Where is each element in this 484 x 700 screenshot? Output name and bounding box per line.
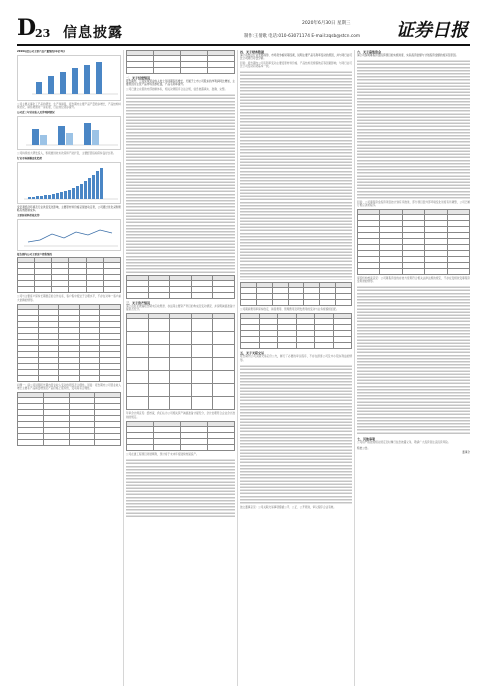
body-paragraph: 回复：报告期内公司毛利率变动主要受原材料价格、产品结构及规模效应等因素影响，与同行业可比公司变动趋势基本一致。 bbox=[240, 62, 352, 69]
large-table bbox=[126, 313, 235, 410]
chart-bar2-title: 公司近三年营业收入及净利润情况 bbox=[17, 111, 55, 115]
lower-table bbox=[126, 421, 235, 451]
bar bbox=[84, 65, 90, 94]
body-paragraph: 公司与主要客户保持长期稳定的合作关系，客户集中度处于合理水平，不存在对单一客户重大依赖的情形。 bbox=[17, 295, 121, 302]
body-paragraph: 公司持续加大研发投入，积极推进技术改造和产能扩张，主要经营指标保持良好态势。 bbox=[17, 152, 116, 156]
section-title: 信息披露 bbox=[63, 25, 123, 41]
bar bbox=[36, 82, 42, 94]
line-chart bbox=[18, 220, 121, 250]
bar bbox=[32, 129, 39, 145]
bar bbox=[84, 123, 91, 145]
section-heading: 七、其他事项 bbox=[357, 437, 376, 442]
signature: 董事会 bbox=[462, 450, 470, 454]
text-block-filler bbox=[126, 93, 235, 273]
text-block-filler bbox=[357, 285, 470, 435]
body-paragraph: 公司已建立完善的内部控制体系，相关决策程序合法合规，信息披露真实、准确、完整。 bbox=[126, 88, 228, 92]
expense-table bbox=[240, 313, 352, 349]
column-2 bbox=[126, 50, 235, 686]
text-block-filler bbox=[240, 70, 352, 280]
bar bbox=[92, 130, 99, 145]
bottom-table bbox=[17, 392, 121, 446]
area-bars bbox=[28, 168, 103, 199]
section-heading: 六、关于募集资金 bbox=[357, 50, 382, 54]
bar-chart-2 bbox=[18, 117, 121, 149]
body-paragraph: 公司在建工程项目进展顺利，预计将于未来年度陆续转固投产。 bbox=[126, 452, 199, 456]
header-rule bbox=[17, 44, 470, 46]
customer-table bbox=[17, 257, 121, 293]
table-title: 报告期内公司主要客户销售情况 bbox=[17, 253, 53, 257]
price-line bbox=[28, 230, 112, 242]
body-paragraph: 年审会计师意见：经核查，我们认为公司相关资产减值准备计提充分，会计处理符合企业会计准则的规定。 bbox=[126, 412, 235, 419]
area-chart bbox=[18, 163, 121, 203]
bar-chart-2-panel bbox=[17, 116, 121, 150]
bar bbox=[40, 135, 47, 145]
line-chart-panel bbox=[17, 219, 121, 251]
body-paragraph: 公司主要从事化工产品的研发、生产和销售，报告期内主要产品产量稳步增长，产品结构持续优化，销售渠道进一步拓展，行业地位逐步提升。 bbox=[17, 103, 121, 110]
bar bbox=[66, 133, 73, 145]
chart-line-title: 主要原材料价格走势 bbox=[17, 214, 40, 218]
page-header bbox=[0, 0, 484, 46]
body-paragraph: 问题一：请公司说明报告期内营业收入变动的原因及合理性。回复：报告期内公司营业收入增长主要系产品销量增加及产品价格上涨所致，变动具有合理性。 bbox=[17, 383, 121, 390]
body-paragraph: 报告期内公司关联交易定价公允，履行了必要的审议程序，不存在损害公司及中小股东利益的情形。 bbox=[240, 355, 352, 362]
top-table bbox=[126, 50, 235, 74]
body-paragraph: 回复：公司募集资金投资项目按计划有序推进，部分项目因外部环境变化进度有所调整，公司已履行相应决策程序。 bbox=[357, 201, 470, 208]
column-3 bbox=[240, 50, 352, 686]
asset-table bbox=[126, 275, 235, 299]
section-letter: D bbox=[17, 15, 37, 41]
body-paragraph: 公司期间费用率保持稳定，销售费用、管理费用及研发费用的变动与业务规模相匹配。 bbox=[240, 308, 339, 312]
column-divider bbox=[354, 50, 355, 686]
chart-bar-title: 2019年度公司主要产品产量情况(单位:吨) bbox=[17, 50, 65, 53]
column-divider bbox=[237, 50, 238, 686]
body-paragraph: 报告期内，公司实现营业收入较上年同期有所增长，归属于上市公司股东的净利润同比增加，主要原因为主营产品市场需求旺盛，产品毛利率提升。 bbox=[126, 80, 235, 87]
area-chart-panel bbox=[17, 162, 121, 204]
body-paragraph: 保荐机构核查意见：公司募集资金的存放与使用符合相关法律法规的规定，不存在变相改变募集资金用途的情形。 bbox=[357, 277, 470, 284]
issue-date: 2020年6月30日 星期三 bbox=[302, 21, 351, 26]
section-heading: 五、关于关联交易 bbox=[240, 351, 265, 356]
body-paragraph: 请公司说明募集资金投资项目的实施进度、实际投资金额与计划投资金额的差异及原因。 bbox=[357, 54, 459, 57]
body-paragraph: 受宏观经济环境及行业供需变化影响，主要原材料价格呈现波动走势，公司通过优化采购策略有效控制成本。 bbox=[17, 206, 121, 213]
chart-area-title: 行业市场规模变化趋势 bbox=[17, 157, 43, 161]
bar bbox=[48, 76, 54, 94]
column-1 bbox=[17, 50, 121, 686]
text-block-filler bbox=[126, 458, 235, 518]
body-paragraph: 请公司结合行业发展趋势、市场竞争格局等因素，说明主要产品毛利率变动的原因，并与同行业可比公司进行对比分析。 bbox=[240, 54, 352, 61]
section-heading: 二、关于经营情况 bbox=[126, 76, 151, 80]
bar bbox=[60, 72, 66, 94]
fund-table bbox=[357, 209, 470, 275]
column-divider bbox=[123, 50, 124, 686]
finance-table bbox=[240, 282, 352, 306]
detail-table bbox=[17, 304, 121, 382]
section-heading: 四、关于财务数据 bbox=[240, 50, 265, 54]
text-block-filler bbox=[357, 59, 470, 199]
newspaper-logo: 证券日报 bbox=[396, 20, 468, 41]
body-paragraph: 独立董事意见：公司关联交易事项遵循公平、公正、公开原则，审议程序合法有效。 bbox=[240, 505, 336, 509]
bar-chart bbox=[18, 56, 121, 100]
section-heading: 三、关于资产情况 bbox=[126, 301, 151, 306]
bar bbox=[72, 68, 78, 94]
editor-contact: 制作:王倩歌 电话:010-63071174 E-mail:zqsb@stcn.com bbox=[244, 34, 361, 39]
bar bbox=[58, 126, 65, 145]
bar-chart-panel bbox=[17, 55, 121, 101]
column-4 bbox=[357, 50, 470, 686]
bar bbox=[96, 62, 102, 94]
text-block-filler bbox=[240, 364, 352, 504]
closing-line: 特此公告。 bbox=[357, 446, 370, 450]
page-number: 23 bbox=[35, 27, 51, 40]
body-paragraph: 请公司补充披露报告期末应收账款、存货等主要资产科目的构成及变动情况，并说明减值准备计提是否充分。 bbox=[126, 305, 235, 312]
body-paragraph: 公司将严格按照相关规定及时履行信息披露义务，敬请广大投资者注意投资风险。 bbox=[357, 441, 451, 445]
